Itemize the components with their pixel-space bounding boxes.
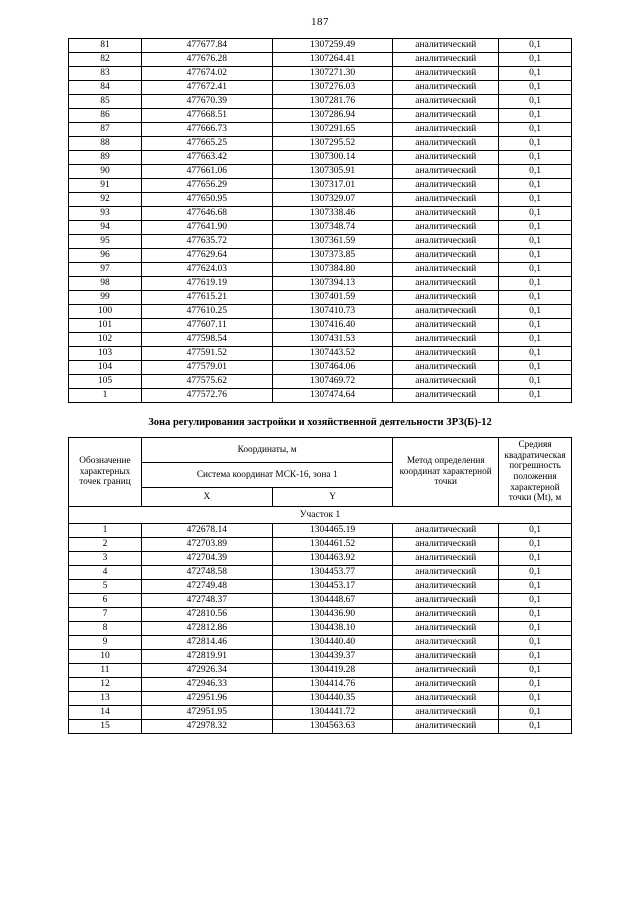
table-row — [69, 277, 572, 291]
cell-3: аналитический — [393, 291, 499, 305]
cell-3: аналитический — [393, 333, 499, 347]
table-row — [69, 538, 572, 552]
header-cell-y: Y — [272, 488, 393, 507]
table-row — [69, 720, 572, 734]
cell-0: 83 — [69, 67, 142, 81]
cell-3: аналитический — [393, 552, 499, 566]
cell-1: 472978.32 — [141, 720, 272, 734]
table-row — [69, 81, 572, 95]
cell-1: 477677.84 — [141, 39, 272, 53]
cell-3: аналитический — [393, 39, 499, 53]
cell-3: аналитический — [393, 137, 499, 151]
table-row — [69, 137, 572, 151]
cell-2: 1304441.72 — [272, 706, 393, 720]
cell-2: 1307373.85 — [272, 249, 393, 263]
cell-2: 1307474.64 — [272, 389, 393, 403]
table-row — [69, 524, 572, 538]
cell-1: 472814.46 — [141, 636, 272, 650]
cell-2: 1307295.52 — [272, 137, 393, 151]
cell-2: 1304453.17 — [272, 580, 393, 594]
page-number: 187 — [311, 16, 329, 28]
cell-0: 4 — [69, 566, 142, 580]
table-row — [69, 179, 572, 193]
cell-4: 0,1 — [499, 319, 572, 333]
cell-4: 0,1 — [499, 678, 572, 692]
cell-3: аналитический — [393, 347, 499, 361]
table-header-row — [69, 438, 572, 463]
cell-2: 1304419.28 — [272, 664, 393, 678]
cell-4: 0,1 — [499, 39, 572, 53]
cell-0: 6 — [69, 594, 142, 608]
cell-4: 0,1 — [499, 207, 572, 221]
cell-1: 472951.95 — [141, 706, 272, 720]
cell-1: 472926.34 — [141, 664, 272, 678]
cell-4: 0,1 — [499, 552, 572, 566]
cell-3: аналитический — [393, 207, 499, 221]
cell-2: 1307416.40 — [272, 319, 393, 333]
cell-1: 477670.39 — [141, 95, 272, 109]
cell-3: аналитический — [393, 235, 499, 249]
cell-2: 1304465.19 — [272, 524, 393, 538]
header-cell-coordinates: Координаты, м — [141, 438, 392, 463]
cell-4: 0,1 — [499, 361, 572, 375]
table-row — [69, 594, 572, 608]
cell-0: 94 — [69, 221, 142, 235]
cell-2: 1304440.40 — [272, 636, 393, 650]
cell-0: 104 — [69, 361, 142, 375]
coordinates-table-top — [68, 38, 572, 403]
cell-1: 472946.33 — [141, 678, 272, 692]
cell-4: 0,1 — [499, 179, 572, 193]
cell-1: 472951.96 — [141, 692, 272, 706]
cell-1: 477661.06 — [141, 165, 272, 179]
cell-3: аналитический — [393, 636, 499, 650]
table-group-row — [69, 507, 572, 524]
cell-4: 0,1 — [499, 538, 572, 552]
table-row — [69, 123, 572, 137]
cell-3: аналитический — [393, 566, 499, 580]
cell-2: 1304438.10 — [272, 622, 393, 636]
cell-0: 103 — [69, 347, 142, 361]
cell-1: 477615.21 — [141, 291, 272, 305]
cell-3: аналитический — [393, 151, 499, 165]
cell-0: 92 — [69, 193, 142, 207]
cell-2: 1307348.74 — [272, 221, 393, 235]
table-row — [69, 361, 572, 375]
cell-0: 93 — [69, 207, 142, 221]
cell-4: 0,1 — [499, 221, 572, 235]
table-row — [69, 566, 572, 580]
cell-3: аналитический — [393, 193, 499, 207]
table-row — [69, 39, 572, 53]
cell-4: 0,1 — [499, 263, 572, 277]
cell-3: аналитический — [393, 622, 499, 636]
cell-3: аналитический — [393, 53, 499, 67]
cell-4: 0,1 — [499, 720, 572, 734]
table-row — [69, 692, 572, 706]
cell-0: 95 — [69, 235, 142, 249]
table-row — [69, 664, 572, 678]
cell-3: аналитический — [393, 594, 499, 608]
cell-2: 1304440.35 — [272, 692, 393, 706]
cell-2: 1307401.59 — [272, 291, 393, 305]
cell-3: аналитический — [393, 361, 499, 375]
coordinates-table-bottom — [68, 437, 572, 734]
cell-1: 477672.41 — [141, 81, 272, 95]
cell-4: 0,1 — [499, 636, 572, 650]
cell-2: 1307317.01 — [272, 179, 393, 193]
table-row — [69, 291, 572, 305]
table-row — [69, 347, 572, 361]
cell-3: аналитический — [393, 692, 499, 706]
cell-2: 1304436.90 — [272, 608, 393, 622]
cell-0: 96 — [69, 249, 142, 263]
cell-3: аналитический — [393, 664, 499, 678]
cell-2: 1307259.49 — [272, 39, 393, 53]
table-row — [69, 706, 572, 720]
cell-2: 1307286.94 — [272, 109, 393, 123]
cell-4: 0,1 — [499, 375, 572, 389]
cell-3: аналитический — [393, 608, 499, 622]
bottom-table-wrapper — [68, 437, 572, 734]
table-row — [69, 151, 572, 165]
cell-0: 13 — [69, 692, 142, 706]
cell-0: 84 — [69, 81, 142, 95]
table-row — [69, 165, 572, 179]
cell-2: 1307291.65 — [272, 123, 393, 137]
cell-4: 0,1 — [499, 608, 572, 622]
cell-3: аналитический — [393, 123, 499, 137]
cell-4: 0,1 — [499, 347, 572, 361]
cell-3: аналитический — [393, 277, 499, 291]
header-cell-designation: Обозначение характерных точек границ — [69, 438, 142, 507]
table-row — [69, 263, 572, 277]
cell-2: 1304453.77 — [272, 566, 393, 580]
cell-4: 0,1 — [499, 235, 572, 249]
table-row — [69, 650, 572, 664]
cell-2: 1307276.03 — [272, 81, 393, 95]
cell-4: 0,1 — [499, 333, 572, 347]
cell-4: 0,1 — [499, 692, 572, 706]
cell-3: аналитический — [393, 319, 499, 333]
cell-0: 82 — [69, 53, 142, 67]
cell-4: 0,1 — [499, 277, 572, 291]
cell-2: 1304461.52 — [272, 538, 393, 552]
cell-1: 477663.42 — [141, 151, 272, 165]
cell-1: 472678.14 — [141, 524, 272, 538]
section-title: Зона регулирования застройки и хозяйственной деятельности ЗРЗ(Б)-12 — [148, 417, 492, 428]
top-table-wrapper — [68, 38, 572, 403]
cell-0: 1 — [69, 389, 142, 403]
group-label-uchastok: Участок 1 — [69, 507, 572, 524]
cell-0: 8 — [69, 622, 142, 636]
cell-0: 85 — [69, 95, 142, 109]
cell-3: аналитический — [393, 538, 499, 552]
cell-1: 477650.95 — [141, 193, 272, 207]
cell-3: аналитический — [393, 263, 499, 277]
cell-1: 477646.68 — [141, 207, 272, 221]
cell-1: 472810.56 — [141, 608, 272, 622]
cell-4: 0,1 — [499, 123, 572, 137]
cell-3: аналитический — [393, 650, 499, 664]
cell-0: 98 — [69, 277, 142, 291]
cell-0: 14 — [69, 706, 142, 720]
cell-0: 15 — [69, 720, 142, 734]
cell-1: 477629.64 — [141, 249, 272, 263]
cell-2: 1307394.13 — [272, 277, 393, 291]
cell-2: 1304414.76 — [272, 678, 393, 692]
cell-0: 89 — [69, 151, 142, 165]
cell-3: аналитический — [393, 95, 499, 109]
cell-2: 1304448.67 — [272, 594, 393, 608]
cell-2: 1307361.59 — [272, 235, 393, 249]
cell-2: 1307338.46 — [272, 207, 393, 221]
cell-1: 477666.73 — [141, 123, 272, 137]
cell-3: аналитический — [393, 678, 499, 692]
table-row — [69, 622, 572, 636]
table-row — [69, 67, 572, 81]
cell-2: 1307469.72 — [272, 375, 393, 389]
cell-0: 99 — [69, 291, 142, 305]
cell-3: аналитический — [393, 109, 499, 123]
cell-4: 0,1 — [499, 566, 572, 580]
section-title-wrapper — [68, 417, 572, 428]
cell-2: 1307384.80 — [272, 263, 393, 277]
table-row — [69, 333, 572, 347]
cell-2: 1307271.30 — [272, 67, 393, 81]
cell-3: аналитический — [393, 221, 499, 235]
cell-0: 10 — [69, 650, 142, 664]
cell-4: 0,1 — [499, 249, 572, 263]
cell-3: аналитический — [393, 249, 499, 263]
cell-3: аналитический — [393, 375, 499, 389]
cell-3: аналитический — [393, 720, 499, 734]
table-row — [69, 95, 572, 109]
cell-0: 12 — [69, 678, 142, 692]
cell-0: 3 — [69, 552, 142, 566]
cell-3: аналитический — [393, 67, 499, 81]
cell-2: 1307464.06 — [272, 361, 393, 375]
table-row — [69, 207, 572, 221]
cell-4: 0,1 — [499, 291, 572, 305]
cell-1: 472819.91 — [141, 650, 272, 664]
header-cell-method: Метод определения координат характерной точки — [393, 438, 499, 507]
cell-1: 472812.86 — [141, 622, 272, 636]
cell-3: аналитический — [393, 706, 499, 720]
cell-4: 0,1 — [499, 706, 572, 720]
cell-1: 472749.48 — [141, 580, 272, 594]
cell-4: 0,1 — [499, 193, 572, 207]
cell-0: 102 — [69, 333, 142, 347]
cell-4: 0,1 — [499, 650, 572, 664]
cell-0: 88 — [69, 137, 142, 151]
cell-4: 0,1 — [499, 95, 572, 109]
cell-3: аналитический — [393, 524, 499, 538]
cell-4: 0,1 — [499, 594, 572, 608]
cell-1: 477665.25 — [141, 137, 272, 151]
cell-1: 477676.28 — [141, 53, 272, 67]
cell-0: 97 — [69, 263, 142, 277]
cell-0: 11 — [69, 664, 142, 678]
cell-4: 0,1 — [499, 109, 572, 123]
cell-4: 0,1 — [499, 137, 572, 151]
cell-4: 0,1 — [499, 305, 572, 319]
table-row — [69, 319, 572, 333]
cell-1: 477624.03 — [141, 263, 272, 277]
cell-2: 1304439.37 — [272, 650, 393, 664]
table-row — [69, 193, 572, 207]
cell-0: 7 — [69, 608, 142, 622]
cell-1: 472704.39 — [141, 552, 272, 566]
cell-1: 477674.02 — [141, 67, 272, 81]
cell-4: 0,1 — [499, 53, 572, 67]
cell-1: 477610.25 — [141, 305, 272, 319]
cell-1: 477668.51 — [141, 109, 272, 123]
cell-2: 1307443.52 — [272, 347, 393, 361]
cell-0: 91 — [69, 179, 142, 193]
cell-3: аналитический — [393, 305, 499, 319]
cell-3: аналитический — [393, 580, 499, 594]
cell-3: аналитический — [393, 179, 499, 193]
cell-4: 0,1 — [499, 389, 572, 403]
cell-0: 1 — [69, 524, 142, 538]
cell-2: 1304563.63 — [272, 720, 393, 734]
cell-0: 86 — [69, 109, 142, 123]
table-row — [69, 636, 572, 650]
cell-1: 477579.01 — [141, 361, 272, 375]
cell-0: 87 — [69, 123, 142, 137]
cell-0: 105 — [69, 375, 142, 389]
cell-2: 1307410.73 — [272, 305, 393, 319]
cell-1: 472748.37 — [141, 594, 272, 608]
cell-1: 477619.19 — [141, 277, 272, 291]
table-row — [69, 53, 572, 67]
cell-4: 0,1 — [499, 524, 572, 538]
cell-3: аналитический — [393, 389, 499, 403]
cell-1: 472748.58 — [141, 566, 272, 580]
table-row — [69, 305, 572, 319]
cell-2: 1307431.53 — [272, 333, 393, 347]
table-row — [69, 580, 572, 594]
header-cell-x: X — [141, 488, 272, 507]
cell-0: 101 — [69, 319, 142, 333]
cell-4: 0,1 — [499, 622, 572, 636]
cell-2: 1307264.41 — [272, 53, 393, 67]
cell-4: 0,1 — [499, 664, 572, 678]
table-row — [69, 389, 572, 403]
table-row — [69, 678, 572, 692]
cell-0: 2 — [69, 538, 142, 552]
cell-1: 477572.76 — [141, 389, 272, 403]
table-row — [69, 608, 572, 622]
cell-3: аналитический — [393, 165, 499, 179]
cell-1: 477575.62 — [141, 375, 272, 389]
cell-0: 100 — [69, 305, 142, 319]
cell-4: 0,1 — [499, 81, 572, 95]
cell-2: 1307281.76 — [272, 95, 393, 109]
table-row — [69, 552, 572, 566]
cell-0: 9 — [69, 636, 142, 650]
cell-1: 472703.89 — [141, 538, 272, 552]
table-row — [69, 375, 572, 389]
cell-2: 1307305.91 — [272, 165, 393, 179]
cell-4: 0,1 — [499, 165, 572, 179]
cell-1: 477607.11 — [141, 319, 272, 333]
cell-1: 477635.72 — [141, 235, 272, 249]
cell-1: 477641.90 — [141, 221, 272, 235]
table-row — [69, 249, 572, 263]
table-row — [69, 109, 572, 123]
cell-1: 477591.52 — [141, 347, 272, 361]
cell-2: 1307300.14 — [272, 151, 393, 165]
cell-0: 81 — [69, 39, 142, 53]
cell-0: 5 — [69, 580, 142, 594]
table-row — [69, 221, 572, 235]
header-cell-error: Средняя квадратическая погрешность положения характерной точки (Mt), м — [499, 438, 572, 507]
cell-1: 477598.54 — [141, 333, 272, 347]
cell-3: аналитический — [393, 81, 499, 95]
table-row — [69, 235, 572, 249]
cell-1: 477656.29 — [141, 179, 272, 193]
cell-4: 0,1 — [499, 151, 572, 165]
cell-4: 0,1 — [499, 580, 572, 594]
cell-2: 1307329.07 — [272, 193, 393, 207]
cell-0: 90 — [69, 165, 142, 179]
cell-2: 1304463.92 — [272, 552, 393, 566]
cell-4: 0,1 — [499, 67, 572, 81]
header-cell-system: Система координат МСК-16, зона 1 — [141, 463, 392, 488]
